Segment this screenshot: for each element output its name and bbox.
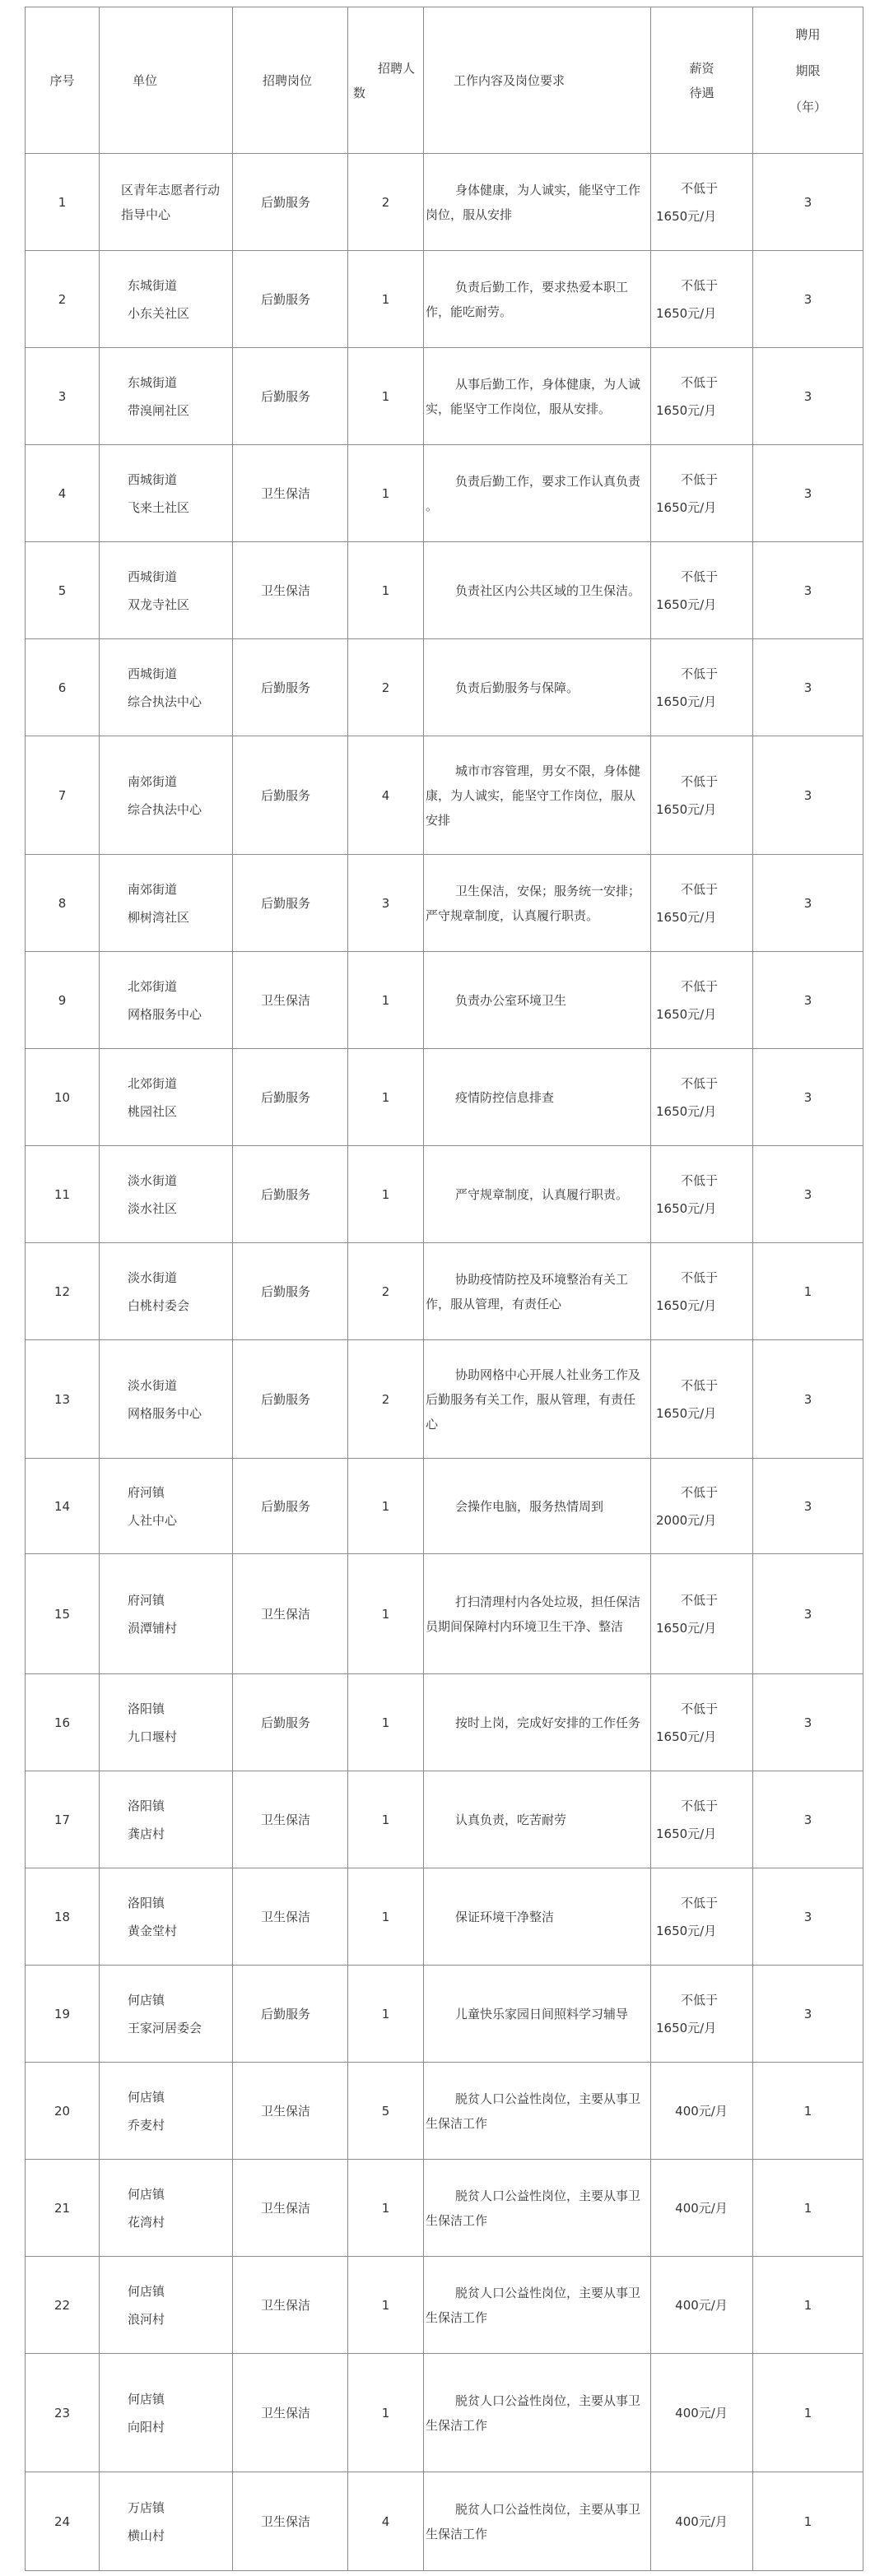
cell-unit [100, 1146, 233, 1243]
table-row [26, 1049, 863, 1146]
table-row [26, 2354, 863, 2472]
pay-line: 400元/月 [675, 2297, 728, 2313]
unit-line: 何店镇 [128, 2186, 165, 2202]
cell-post: 后勤服务 [233, 639, 348, 736]
cell-description: 协助网格中心开展人社业务工作及后勤服务有关工作，服从管理，有责任心 [424, 1340, 651, 1459]
cell-term: 3 [753, 348, 863, 445]
cell-unit [100, 2472, 233, 2571]
unit-line: 西城街道 [128, 471, 178, 487]
cell-count: 4 [348, 2472, 424, 2571]
pay-line: 1650元/月 [656, 909, 717, 925]
cell-pay [651, 2257, 753, 2354]
pay-line: 不低于 [681, 1895, 719, 1910]
cell-unit [100, 1771, 233, 1868]
unit-line: 淡水街道 [128, 1269, 178, 1285]
pay-line: 不低于 [681, 1701, 719, 1716]
cell-unit [100, 952, 233, 1049]
pay-line: 1650元/月 [656, 1729, 717, 1744]
unit-line: 王家河居委会 [128, 2020, 202, 2035]
cell-post: 后勤服务 [233, 736, 348, 855]
table-row [26, 1554, 863, 1674]
cell-term: 1 [753, 2354, 863, 2472]
cell-unit [100, 736, 233, 855]
pay-line: 不低于 [681, 1075, 719, 1091]
cell-term: 3 [753, 1966, 863, 2063]
cell-description: 卫生保洁，安保；服务统一安排；严守规章制度，认真履行职责。 [424, 855, 651, 952]
unit-line: 东城街道 [128, 374, 178, 390]
table-row [26, 1771, 863, 1868]
cell-description: 会操作电脑，服务热情周到 [424, 1459, 651, 1554]
cell-count: 4 [348, 736, 424, 855]
cell-term: 3 [753, 251, 863, 348]
pay-line: 1650元/月 [656, 402, 717, 418]
unit-line: 何店镇 [128, 2391, 165, 2407]
cell-unit [100, 1554, 233, 1674]
cell-post: 后勤服务 [233, 1243, 348, 1340]
cell-description: 保证环境干净整洁 [424, 1868, 651, 1966]
cell-unit [100, 445, 233, 542]
cell-description: 协助疫情防控及环境整治有关工作，服从管理，有责任心 [424, 1243, 651, 1340]
cell-post: 卫生保洁 [233, 1771, 348, 1868]
unit-line: 何店镇 [128, 2089, 165, 2105]
cell-unit [100, 1868, 233, 1966]
cell-description: 身体健康，为人诚实，能坚守工作岗位，服从安排 [424, 154, 651, 251]
cell-unit [100, 2257, 233, 2354]
table-row [26, 1243, 863, 1340]
cell-no: 15 [26, 1554, 100, 1674]
cell-unit [100, 855, 233, 952]
cell-description: 负责社区内公共区域的卫生保洁。 [424, 542, 651, 639]
cell-no: 3 [26, 348, 100, 445]
cell-no: 24 [26, 2472, 100, 2571]
cell-count: 1 [348, 2257, 424, 2354]
pay-line: 不低于 [681, 773, 719, 789]
pay-line: 2000元/月 [656, 1512, 717, 1528]
cell-count: 1 [348, 2160, 424, 2257]
cell-pay [651, 1049, 753, 1146]
unit-line: 北郊街道 [128, 978, 178, 994]
pay-line: 不低于 [681, 1484, 719, 1500]
header-pay: 薪资 待遇 [651, 7, 753, 154]
cell-pay [651, 2354, 753, 2472]
cell-description: 负责后勤工作，要求工作认真负责 。 [424, 445, 651, 542]
cell-post: 后勤服务 [233, 154, 348, 251]
table-row [26, 855, 863, 952]
cell-description: 脱贫人口公益性岗位，主要从事卫生保洁工作 [424, 2257, 651, 2354]
unit-line: 花湾村 [128, 2214, 165, 2230]
cell-post: 后勤服务 [233, 1146, 348, 1243]
unit-line: 网格服务中心 [128, 1006, 202, 1022]
cell-count: 1 [348, 251, 424, 348]
unit-line: 府河镇 [128, 1592, 165, 1608]
pay-line: 1650元/月 [656, 801, 717, 817]
unit-line: 洛阳镇 [128, 1895, 165, 1910]
cell-no: 6 [26, 639, 100, 736]
cell-term: 3 [753, 855, 863, 952]
unit-line: 横山村 [128, 2527, 165, 2543]
pay-line: 1650元/月 [656, 1103, 717, 1119]
cell-count: 1 [348, 1146, 424, 1243]
cell-pay [651, 2063, 753, 2160]
cell-post: 卫生保洁 [233, 2063, 348, 2160]
cell-description: 脱贫人口公益性岗位，主要从事卫生保洁工作 [424, 2160, 651, 2257]
cell-no: 20 [26, 2063, 100, 2160]
cell-no: 23 [26, 2354, 100, 2472]
table-row [26, 1459, 863, 1554]
unit-line: 区青年志愿者行动指导中心 [121, 182, 221, 222]
table-row [26, 639, 863, 736]
cell-pay [651, 1868, 753, 1966]
cell-description: 从事后勤工作，身体健康，为人诚实，能坚守工作岗位，服从安排。 [424, 348, 651, 445]
header-post: 招聘岗位 [233, 7, 348, 154]
pay-line: 1650元/月 [656, 1200, 717, 1216]
unit-line: 黄金堂村 [128, 1923, 178, 1938]
table-row [26, 2257, 863, 2354]
cell-pay [651, 542, 753, 639]
cell-pay [651, 1966, 753, 2063]
cell-term: 1 [753, 2257, 863, 2354]
cell-post: 卫生保洁 [233, 2160, 348, 2257]
cell-description: 儿童快乐家园日间照料学习辅导 [424, 1966, 651, 2063]
unit-line: 九口堰村 [128, 1729, 178, 1744]
unit-line: 带溴闸社区 [128, 402, 190, 418]
pay-line: 1650元/月 [656, 1006, 717, 1022]
cell-term: 3 [753, 1674, 863, 1771]
cell-count: 1 [348, 1049, 424, 1146]
cell-count: 1 [348, 348, 424, 445]
table-row [26, 2063, 863, 2160]
cell-count: 1 [348, 952, 424, 1049]
pay-line: 400元/月 [675, 2513, 728, 2529]
table-row [26, 542, 863, 639]
cell-unit [100, 251, 233, 348]
cell-description: 城市市容管理，男女不限，身体健康，为人诚实，能坚守工作岗位，服从安排 [424, 736, 651, 855]
cell-term: 3 [753, 1340, 863, 1459]
cell-no: 17 [26, 1771, 100, 1868]
unit-line: 淡水街道 [128, 1172, 178, 1188]
unit-line: 向阳村 [128, 2419, 165, 2434]
unit-line: 府河镇 [128, 1484, 165, 1500]
unit-line: 涢潭铺村 [128, 1620, 178, 1636]
cell-post: 后勤服务 [233, 855, 348, 952]
pay-line: 1650元/月 [656, 1923, 717, 1938]
cell-term: 3 [753, 1771, 863, 1868]
unit-line: 何店镇 [128, 2283, 165, 2299]
pay-line: 不低于 [681, 1172, 719, 1188]
cell-post: 后勤服务 [233, 1340, 348, 1459]
cell-count: 1 [348, 445, 424, 542]
cell-pay [651, 639, 753, 736]
cell-unit [100, 348, 233, 445]
table-row [26, 154, 863, 251]
pay-line: 不低于 [681, 1798, 719, 1813]
pay-line: 不低于 [681, 1992, 719, 2007]
cell-term: 1 [753, 2063, 863, 2160]
pay-line: 1650元/月 [656, 1620, 717, 1636]
cell-unit [100, 154, 233, 251]
cell-post: 后勤服务 [233, 1049, 348, 1146]
unit-line: 东城街道 [128, 277, 178, 293]
pay-line: 不低于 [681, 881, 719, 897]
unit-line: 柳树湾社区 [128, 909, 190, 925]
cell-no: 19 [26, 1966, 100, 2063]
pay-line: 1650元/月 [656, 1297, 717, 1313]
cell-no: 13 [26, 1340, 100, 1459]
unit-line: 小东关社区 [128, 305, 190, 321]
cell-no: 12 [26, 1243, 100, 1340]
cell-count: 5 [348, 2063, 424, 2160]
cell-no: 7 [26, 736, 100, 855]
cell-post: 卫生保洁 [233, 2472, 348, 2571]
cell-description: 脱贫人口公益性岗位，主要从事卫生保洁工作 [424, 2472, 651, 2571]
unit-line: 淡水街道 [128, 1377, 178, 1393]
pay-line: 1650元/月 [656, 208, 717, 224]
pay-line: 1650元/月 [656, 2020, 717, 2035]
cell-unit [100, 1966, 233, 2063]
table-row [26, 1868, 863, 1966]
unit-line: 万店镇 [128, 2499, 165, 2515]
table-row [26, 2472, 863, 2571]
table-row [26, 251, 863, 348]
table-body [26, 154, 863, 2571]
table-header-row [26, 7, 863, 154]
pay-line: 不低于 [681, 1377, 719, 1393]
unit-line: 西城街道 [128, 666, 178, 681]
cell-post: 卫生保洁 [233, 1868, 348, 1966]
cell-term: 3 [753, 639, 863, 736]
cell-pay [651, 1340, 753, 1459]
cell-term: 1 [753, 1243, 863, 1340]
cell-count: 1 [348, 1554, 424, 1674]
pay-line: 400元/月 [675, 2405, 728, 2421]
cell-term: 3 [753, 542, 863, 639]
header-no: 序号 [26, 7, 100, 154]
unit-line: 综合执法中心 [128, 694, 202, 709]
cell-description: 打扫清理村内各处垃圾，担任保洁员期间保障村内环境卫生干净、整洁 [424, 1554, 651, 1674]
pay-line: 400元/月 [675, 2200, 728, 2216]
table-row [26, 736, 863, 855]
cell-no: 2 [26, 251, 100, 348]
cell-description: 脱贫人口公益性岗位，主要从事卫生保洁工作 [424, 2063, 651, 2160]
pay-line: 1650元/月 [656, 694, 717, 709]
cell-term: 3 [753, 154, 863, 251]
cell-description: 负责办公室环境卫生 [424, 952, 651, 1049]
cell-no: 11 [26, 1146, 100, 1243]
pay-line: 1650元/月 [656, 499, 717, 515]
cell-no: 4 [26, 445, 100, 542]
cell-count: 2 [348, 1243, 424, 1340]
unit-line: 南郊街道 [128, 773, 178, 789]
cell-unit [100, 2160, 233, 2257]
cell-pay [651, 1459, 753, 1554]
header-count: 招聘人 数 [348, 7, 424, 154]
pay-line: 1650元/月 [656, 1405, 717, 1421]
cell-no: 22 [26, 2257, 100, 2354]
cell-count: 2 [348, 639, 424, 736]
cell-no: 8 [26, 855, 100, 952]
cell-pay [651, 855, 753, 952]
cell-term: 3 [753, 952, 863, 1049]
unit-line: 西城街道 [128, 569, 178, 584]
unit-line: 洛阳镇 [128, 1701, 165, 1716]
table-row [26, 445, 863, 542]
cell-no: 16 [26, 1674, 100, 1771]
pay-line: 不低于 [681, 1592, 719, 1608]
cell-term: 3 [753, 1459, 863, 1554]
cell-post: 卫生保洁 [233, 952, 348, 1049]
unit-line: 双龙寺社区 [128, 596, 190, 612]
recruitment-table [25, 7, 863, 2571]
header-desc: 工作内容及岗位要求 [424, 7, 651, 154]
unit-line: 乔麦村 [128, 2117, 165, 2133]
pay-line: 400元/月 [675, 2103, 728, 2119]
cell-post: 卫生保洁 [233, 2257, 348, 2354]
cell-unit [100, 1340, 233, 1459]
cell-unit [100, 2063, 233, 2160]
cell-count: 2 [348, 154, 424, 251]
pay-line: 不低于 [681, 471, 719, 487]
table-row [26, 1340, 863, 1459]
cell-unit [100, 542, 233, 639]
cell-no: 10 [26, 1049, 100, 1146]
cell-term: 3 [753, 445, 863, 542]
cell-count: 2 [348, 1340, 424, 1459]
cell-no: 1 [26, 154, 100, 251]
cell-count: 1 [348, 1966, 424, 2063]
unit-line: 桃园社区 [128, 1103, 178, 1119]
unit-line: 白桃村委会 [128, 1297, 190, 1313]
cell-post: 后勤服务 [233, 1674, 348, 1771]
header-term: 聘用 期限 （年） [753, 7, 863, 154]
table-row [26, 952, 863, 1049]
cell-count: 1 [348, 1868, 424, 1966]
unit-line: 南郊街道 [128, 881, 178, 897]
cell-pay [651, 1554, 753, 1674]
cell-count: 1 [348, 542, 424, 639]
cell-post: 卫生保洁 [233, 2354, 348, 2472]
pay-line: 不低于 [681, 180, 719, 196]
cell-post: 卫生保洁 [233, 445, 348, 542]
cell-count: 1 [348, 1459, 424, 1554]
unit-line: 淡水社区 [128, 1200, 178, 1216]
cell-count: 1 [348, 1771, 424, 1868]
cell-count: 1 [348, 1674, 424, 1771]
unit-line: 飞来土社区 [128, 499, 190, 515]
cell-unit [100, 1674, 233, 1771]
pay-line: 不低于 [681, 569, 719, 584]
cell-unit [100, 2354, 233, 2472]
cell-pay [651, 154, 753, 251]
cell-pay [651, 1674, 753, 1771]
cell-term: 3 [753, 1049, 863, 1146]
cell-no: 9 [26, 952, 100, 1049]
cell-count: 3 [348, 855, 424, 952]
cell-post: 后勤服务 [233, 1459, 348, 1554]
cell-description: 按时上岗，完成好安排的工作任务 [424, 1674, 651, 1771]
cell-term: 1 [753, 2472, 863, 2571]
cell-term: 3 [753, 736, 863, 855]
cell-pay [651, 1771, 753, 1868]
unit-line: 浪河村 [128, 2311, 165, 2327]
unit-line: 何店镇 [128, 1992, 165, 2007]
cell-post: 卫生保洁 [233, 542, 348, 639]
cell-pay [651, 348, 753, 445]
unit-line: 北郊街道 [128, 1075, 178, 1091]
pay-line: 不低于 [681, 1269, 719, 1285]
cell-pay [651, 952, 753, 1049]
table-row [26, 1674, 863, 1771]
cell-post: 后勤服务 [233, 251, 348, 348]
cell-term: 3 [753, 1868, 863, 1966]
cell-description: 疫情防控信息排查 [424, 1049, 651, 1146]
unit-line: 龚店村 [128, 1826, 165, 1841]
unit-line: 综合执法中心 [128, 801, 202, 817]
pay-line: 不低于 [681, 277, 719, 293]
table-row [26, 348, 863, 445]
cell-description: 负责后勤工作，要求热爱本职工作，能吃耐劳。 [424, 251, 651, 348]
cell-pay [651, 2472, 753, 2571]
pay-line: 1650元/月 [656, 596, 717, 612]
cell-no: 5 [26, 542, 100, 639]
pay-line: 1650元/月 [656, 1826, 717, 1841]
table-row [26, 1146, 863, 1243]
cell-post: 卫生保洁 [233, 1554, 348, 1674]
cell-pay [651, 736, 753, 855]
unit-line: 人社中心 [128, 1512, 178, 1528]
pay-line: 不低于 [681, 374, 719, 390]
cell-no: 18 [26, 1868, 100, 1966]
cell-description: 负责后勤服务与保障。 [424, 639, 651, 736]
cell-term: 3 [753, 1554, 863, 1674]
cell-description: 严守规章制度，认真履行职责。 [424, 1146, 651, 1243]
unit-line: 网格服务中心 [128, 1405, 202, 1421]
cell-unit [100, 1049, 233, 1146]
cell-pay [651, 251, 753, 348]
unit-line: 洛阳镇 [128, 1798, 165, 1813]
cell-count: 1 [348, 2354, 424, 2472]
cell-no: 14 [26, 1459, 100, 1554]
cell-unit [100, 1459, 233, 1554]
cell-unit [100, 639, 233, 736]
cell-description: 认真负责，吃苦耐劳 [424, 1771, 651, 1868]
table-row [26, 1966, 863, 2063]
cell-pay [651, 1243, 753, 1340]
cell-pay [651, 2160, 753, 2257]
cell-no: 21 [26, 2160, 100, 2257]
cell-post: 后勤服务 [233, 348, 348, 445]
pay-line: 1650元/月 [656, 305, 717, 321]
table-row [26, 2160, 863, 2257]
header-unit: 单位 [100, 7, 233, 154]
cell-pay [651, 445, 753, 542]
cell-description: 脱贫人口公益性岗位，主要从事卫生保洁工作 [424, 2354, 651, 2472]
pay-line: 不低于 [681, 666, 719, 681]
pay-line: 不低于 [681, 978, 719, 994]
cell-term: 3 [753, 1146, 863, 1243]
cell-pay [651, 1146, 753, 1243]
cell-unit [100, 1243, 233, 1340]
cell-term: 1 [753, 2160, 863, 2257]
cell-post: 后勤服务 [233, 1966, 348, 2063]
